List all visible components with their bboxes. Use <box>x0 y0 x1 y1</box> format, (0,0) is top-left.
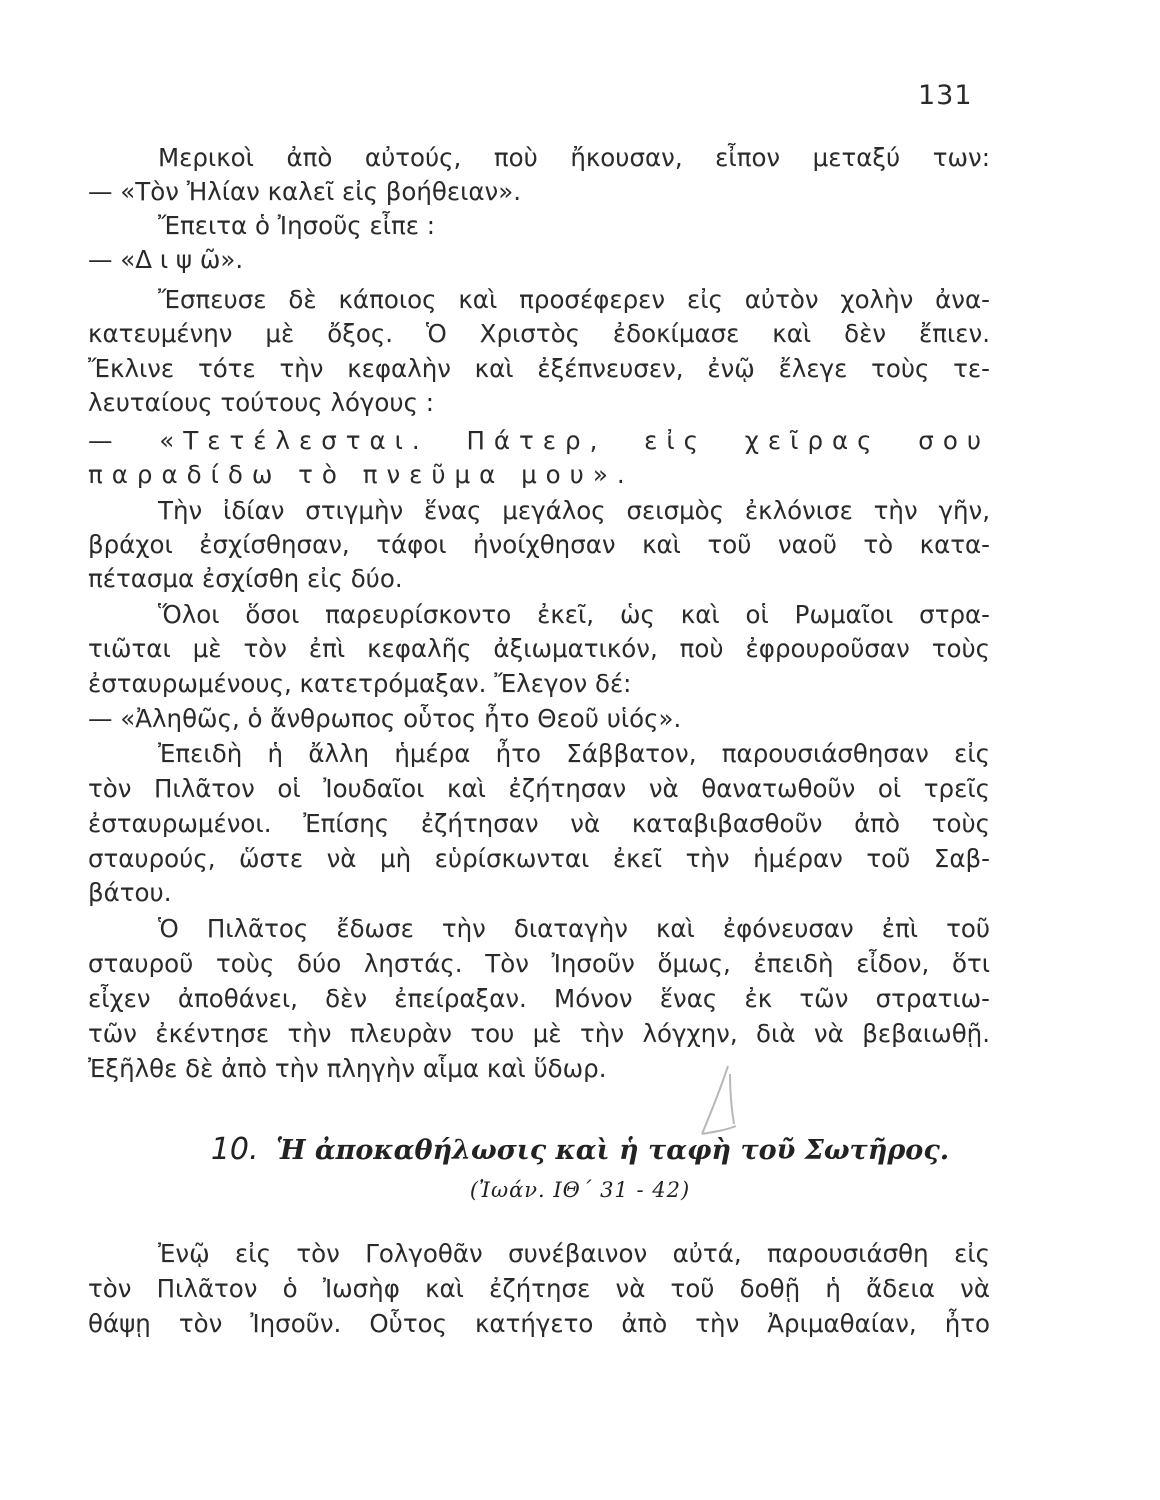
text-line: ἐσταυρωμένους, κατετρόμαξαν. Ἔλεγον δέ: <box>88 669 632 698</box>
text-line: σταυροῦ τοὺς δύο ληστάς. Τὸν Ἰησοῦν ὅμως, ἐπειδὴ εἶδον, ὅτι <box>88 949 990 978</box>
text-line: Μερικοὶ ἀπὸ αὐτούς, ποὺ ἤκουσαν, εἶπον μεταξύ των: <box>158 143 990 172</box>
section-title-text: Ἡ ἀποκαθήλωσις καὶ ἡ ταφὴ τοῦ Σωτῆρος. <box>275 1135 950 1166</box>
section-title <box>0 1132 1160 1167</box>
text-line: παραδίδω τὸ πνεῦμα μου». <box>88 460 634 489</box>
text-line: — «Δ ι ψ ῶ». <box>88 245 244 274</box>
text-line: Ἐπειδὴ ἡ ἄλλη ἡμέρα ἦτο Σάββατον, παρουσιάσθησαν εἰς <box>158 739 990 768</box>
text-line: Ἔπειτα ὁ Ἰησοῦς εἶπε : <box>158 211 436 240</box>
text-line: θάψῃ τὸν Ἰησοῦν. Οὗτος κατήγετο ἀπὸ τὴν Ἀριμαθαίαν, ἦτο <box>88 1309 990 1338</box>
section-number: 10. <box>210 1132 259 1167</box>
text-line: — «Τετέλεσται. Πάτερ, εἰς χεῖρας σου <box>88 426 990 455</box>
text-line: πέτασμα ἐσχίσθη εἰς δύο. <box>88 564 403 593</box>
text-line: κατευμένην μὲ ὄξος. Ὁ Χριστὸς ἐδοκίμασε καὶ δὲν ἔπιεν. <box>88 319 990 348</box>
page-number: 131 <box>918 80 973 111</box>
text-line: — «Ἀληθῶς, ὁ ἄνθρωπος οὗτος ἦτο Θεοῦ υἱός». <box>88 704 682 733</box>
text-line: λευταίους τούτους λόγους : <box>88 388 435 417</box>
text-line: Ἐνῷ εἰς τὸν Γολγοθᾶν συνέβαινον αὐτά, παρουσιάσθη εἰς <box>158 1239 990 1268</box>
pencil-mark <box>690 1060 750 1140</box>
text-line: τὸν Πιλᾶτον ὁ Ἰωσὴφ καὶ ἐζήτησε νὰ τοῦ δοθῇ ἡ ἄδεια νὰ <box>88 1274 990 1303</box>
text-line: βράχοι ἐσχίσθησαν, τάφοι ἠνοίχθησαν καὶ τοῦ ναοῦ τὸ κατα- <box>88 530 990 559</box>
text-line: βάτου. <box>88 878 172 907</box>
text-line: τὸν Πιλᾶτον οἱ Ἰουδαῖοι καὶ ἐζήτησαν νὰ θανατωθοῦν οἱ τρεῖς <box>88 774 990 803</box>
text-line: Ἔκλινε τότε τὴν κεφαλὴν καὶ ἐξέπνευσεν, ἐνῷ ἔλεγε τοὺς τε- <box>88 354 990 383</box>
text-line: Ἔσπευσε δὲ κάποιος καὶ προσέφερεν εἰς αὐτὸν χολὴν ἀνα- <box>158 285 990 314</box>
text-line: ἐσταυρωμένοι. Ἐπίσης ἐζήτησαν νὰ καταβιβασθοῦν ἀπὸ τοὺς <box>88 809 990 838</box>
section-reference: (Ἰωάν. ΙΘ΄ 31 - 42) <box>469 1178 691 1202</box>
text-line: τῶν ἐκέντησε τὴν πλευρὰν του μὲ τὴν λόγχην, διὰ νὰ βεβαιωθῇ. <box>88 1019 990 1048</box>
text-line: Τὴν ἰδίαν στιγμὴν ἕνας μεγάλος σεισμὸς ἐκλόνισε τὴν γῆν, <box>158 496 990 525</box>
text-line: Ὁ Πιλᾶτος ἔδωσε τὴν διαταγὴν καὶ ἐφόνευσαν ἐπὶ τοῦ <box>158 914 990 943</box>
text-line: σταυρούς, ὥστε νὰ μὴ εὑρίσκωνται ἐκεῖ τὴν ἡμέραν τοῦ Σαβ- <box>88 844 990 873</box>
text-line: — «Τὸν Ἠλίαν καλεῖ εἰς βοήθειαν». <box>88 177 522 206</box>
text-line: εἶχεν ἀποθάνει, δὲν ἐπείραξαν. Μόνον ἕνας ἐκ τῶν στρατιω- <box>88 984 990 1013</box>
text-line: Ὅλοι ὅσοι παρευρίσκοντο ἐκεῖ, ὡς καὶ οἱ Ρωμαῖοι στρα- <box>158 600 990 629</box>
text-line: Ἐξῆλθε δὲ ἀπὸ τὴν πληγὴν αἷμα καὶ ὕδωρ. <box>88 1054 607 1083</box>
text-line: τιῶται μὲ τὸν ἐπὶ κεφαλῆς ἀξιωματικόν, ποὺ ἐφρουροῦσαν τοὺς <box>88 634 990 663</box>
